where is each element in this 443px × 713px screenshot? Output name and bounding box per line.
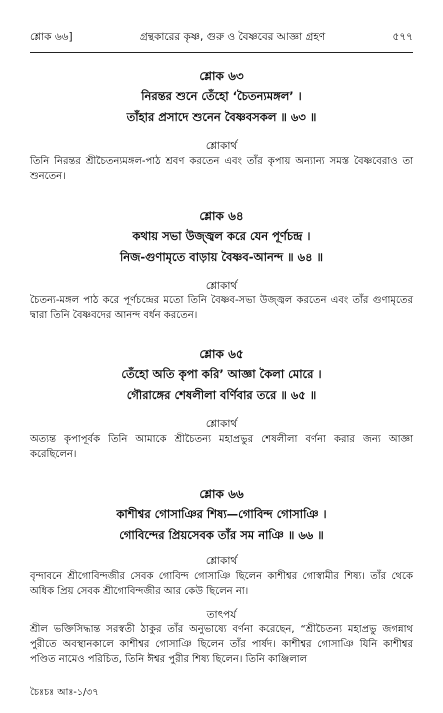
verse-line-64-1: কথায় সভা উজ্জ্বল করে যেন পূর্ণচন্দ্র । (132, 229, 311, 243)
translation-63: তিনি নিরন্তর শ্রীচৈতন্যমঙ্গল-পাঠ শ্রবণ করতেন এবং তাঁর কৃপায় অন্যান্য সমস্ত বৈষ্ণবেরাও তা শুনতেন। (30, 156, 413, 182)
verse-heading-65: শ্লোক ৬৫ (199, 347, 244, 361)
translation-66: বৃন্দাবনে শ্রীগোবিন্দজীর সেবক গোবিন্দ গোসাঞি ছিলেন কাশীশ্বর গোস্বামীর শিষ্য। তাঁর থেকে অধিক প্রিয় সেবক শ্রীগোবিন্দজীর আর কেউ ছিলেন না। (30, 571, 413, 597)
header-divider (30, 52, 413, 53)
verse-line-63-2: তাঁহার প্রসাদে শুনেন বৈষ্ণবসকল ॥ ৬৩ ॥ (126, 110, 317, 124)
purport-66: শ্রীল ভক্তিসিদ্ধান্ত সরস্বতী ঠাকুর তাঁর অনুভাষ্যে বর্ণনা করেছেন, “শ্রীচৈতন্য মহাপ্রভু জগন্নাথ পুরীতে অবস্থানকালে কাশীশ্বর গোসাঞি ছিলেন তাঁর পার্ষদ। কাশীশ্বর গোসাঞি যিনি কাশীশ্বর পণ্ডিত নামেও পরিচিত, তিনি ঈশ্বর পুরীর শিষ্য ছিলেন। তিনি কাঞ্জিলাল (30, 624, 413, 665)
verse-line-63-1: নিরন্তর শুনে তেঁহো ‘চৈতন্যমঙ্গল’ । (141, 89, 302, 103)
verse-line-66-1: কাশীশ্বর গোসাঞির শিষ্য—গোবিন্দ গোসাঞি । (116, 507, 327, 521)
verse-heading-66: শ্লোক ৬৬ (199, 487, 244, 501)
translation-label-63: শ্লোকার্থ (205, 140, 238, 152)
header-verse-range: শ্লোক ৬৬] (30, 31, 73, 43)
verse-line-64-2: নিজ-গুণামৃতে বাড়ায় বৈষ্ণব-আনন্দ ॥ ৬৪ ॥ (119, 250, 324, 264)
verse-line-66-2: গোবিন্দের প্রিয়সেবক তাঁর সম নাঞি ॥ ৬৬ ॥ (119, 528, 324, 542)
translation-64: চৈতন্য-মঙ্গল পাঠ করে পূর্ণচন্দ্রের মতো তিনি বৈষ্ণব-সভা উজ্জ্বল করতেন এবং তাঁর গুণামৃতের দ্বারা তিনি বৈষ্ণবদের আনন্দ বর্ধন করতেন। (30, 295, 413, 321)
purport-label-66: তাৎপর্য (206, 609, 237, 621)
verse-heading-63: শ্লোক ৬৩ (199, 69, 244, 83)
header-chapter-title: গ্রন্থকারের কৃষ্ণ, গুরু ও বৈষ্ণবের আজ্ঞা গ্রহণ (139, 31, 326, 43)
page-number: ৫৭৭ (392, 31, 413, 43)
translation-label-65: শ্লোকার্থ (205, 418, 238, 430)
verse-line-65-1: তেঁহো অতি কৃপা করি’ আজ্ঞা কৈলা মোরে । (121, 367, 322, 381)
signature-mark: চৈঃচঃ আঃ-১/৩৭ (30, 687, 99, 698)
translation-label-66: শ্লোকার্থ (205, 555, 238, 567)
translation-label-64: শ্লোকার্থ (205, 280, 238, 292)
verse-heading-64: শ্লোক ৬৪ (199, 209, 244, 223)
running-header (30, 30, 413, 44)
translation-65: অত্যন্ত কৃপাপূর্বক তিনি আমাকে শ্রীচৈতন্য মহাপ্রভুর শেষলীলা বর্ণনা করার জন্য আজ্ঞা করেছিলেন। (30, 434, 413, 460)
verse-line-65-2: গৌরাঙ্গের শেষলীলা বর্ণিবার তরে ॥ ৬৫ ॥ (126, 388, 317, 402)
